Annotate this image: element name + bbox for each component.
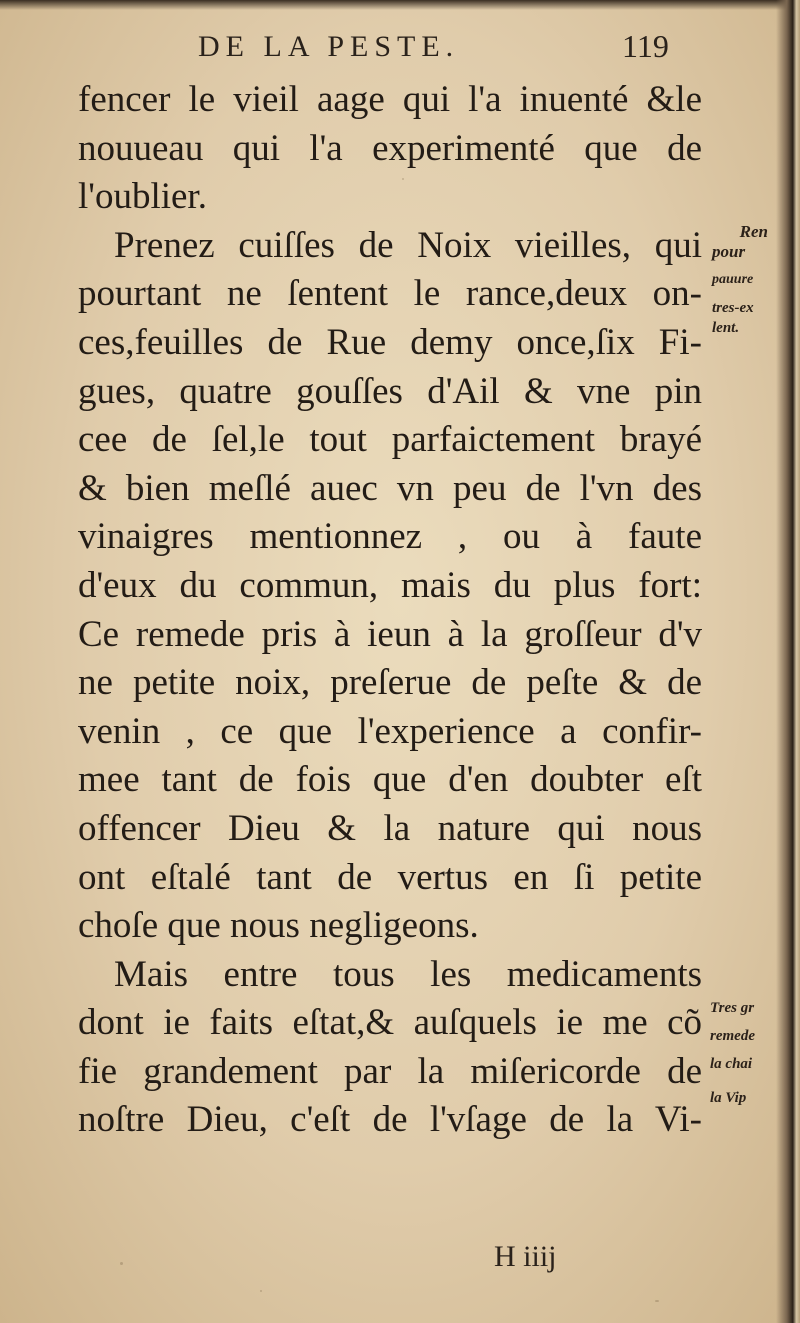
margin-note-line: la Vip <box>710 1090 747 1106</box>
text-line: choſe que nous negligeons. <box>78 905 479 947</box>
text-line: noſtre Dieu, c'eſt de l'vſage de la Vi- <box>78 1099 702 1141</box>
text-line: offencer Dieu & la nature qui nous <box>78 807 702 849</box>
text-line: venin , ce que l'experience a confir- <box>78 710 702 752</box>
body-text <box>78 76 702 1145</box>
margin-note-viper <box>710 998 755 1108</box>
margin-note-line: Tres gr <box>710 1000 755 1016</box>
text-line: d'eux du commun, mais du plus fort: <box>78 564 702 606</box>
text-line: & bien meſlé auec vn peu de l'vn des <box>78 467 702 509</box>
margin-note-line: lent. <box>712 320 740 336</box>
text-line: vinaigres mentionnez , ou à faute <box>78 516 702 558</box>
text-line: fencer le vieil aage qui l'a inuenté &le <box>78 79 702 120</box>
text-line: gues, quatre gouſſes d'Ail & vne pin <box>78 370 702 412</box>
text-line: Mais entre tous les medicaments <box>114 953 702 995</box>
text-line: dont ie faits eſtat,& auſquels ie me cõ <box>78 1002 702 1044</box>
text-line: cee de ſel,le tout parfaictement brayé <box>78 419 702 461</box>
text-line: Ce remede pris à ieun à la groſſeur d'v <box>78 613 702 655</box>
text-line: Prenez cuiſſes de Noix vieilles, qui <box>114 224 702 266</box>
page-right-edge <box>776 0 800 1323</box>
text-line: pourtant ne ſentent le rance,deux on- <box>78 273 702 315</box>
running-title: DE LA PESTE. <box>198 30 460 63</box>
text-line: ont eſtalé tant de vertus en ſi petite <box>78 856 702 898</box>
text-line: mee tant de fois que d'en doubter eſt <box>78 759 702 801</box>
margin-note-line: la chai <box>710 1056 753 1072</box>
text-line: l'oublier. <box>78 176 207 218</box>
margin-note-line: remede <box>710 1028 755 1044</box>
text-line: ces,feuilles de Rue demy once,ſix Fi- <box>78 321 702 363</box>
text-line: nouueau qui l'a experimenté que de <box>78 127 702 169</box>
margin-note-line: Ren <box>739 222 768 241</box>
text-line: ne petite noix, preſerue de peſte & de <box>78 662 702 704</box>
margin-note-line: tres-ex <box>712 300 754 316</box>
signature-mark: H iiij <box>494 1240 557 1273</box>
running-head <box>0 22 760 72</box>
text-line: fie grandement par la miſericorde de <box>78 1050 702 1092</box>
page-number: 119 <box>622 28 669 64</box>
margin-note-remedy <box>712 222 768 338</box>
margin-note-line: pauure <box>712 272 754 287</box>
page-top-shadow <box>0 0 800 10</box>
margin-note-line: pour <box>712 242 746 261</box>
